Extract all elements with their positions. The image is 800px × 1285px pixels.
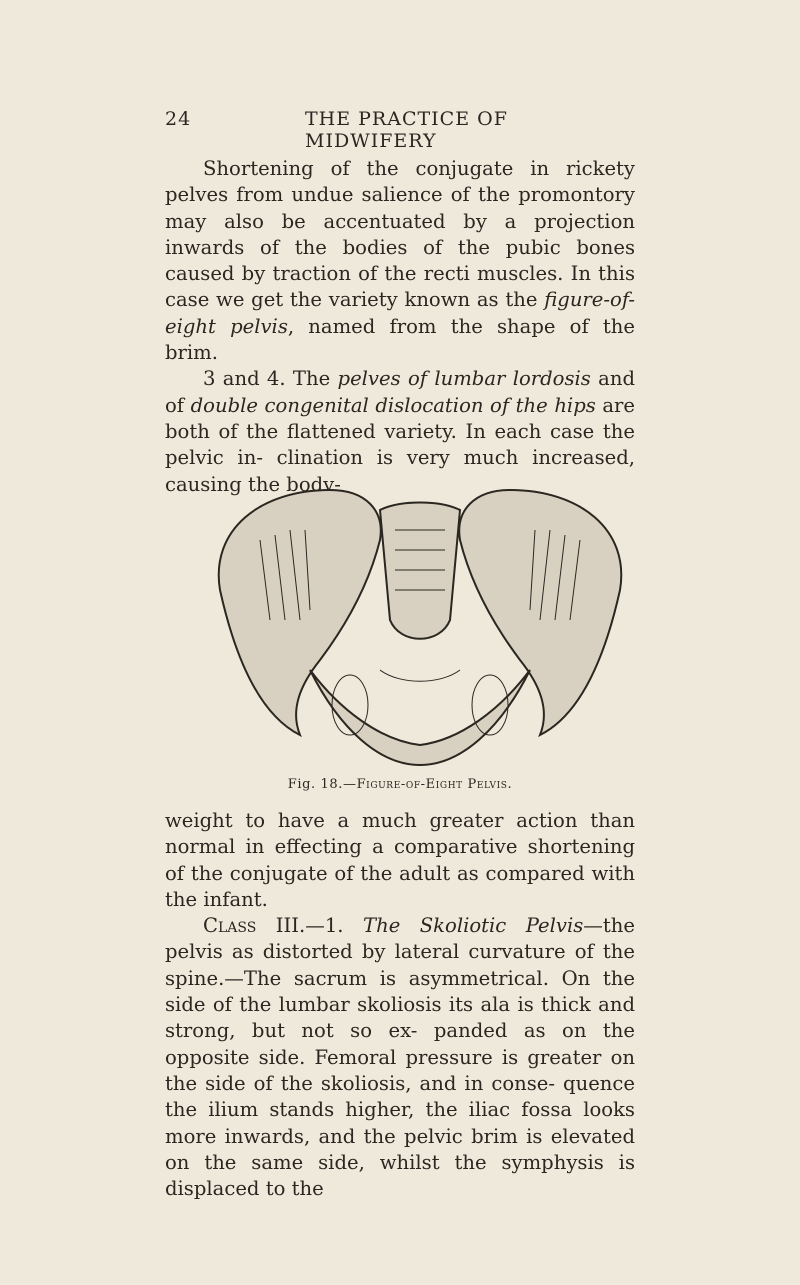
text-run: —1. [305, 914, 363, 938]
text-run: Shortening of the conjugate in rickety pelves from undue salience of the promontory may also be accentuated by a projection inwards of the bodies of the pubic bones caused by traction of the recti muscles. In this case we get the variety known as the [165, 157, 635, 312]
italic-term: pelves of lumbar lordosis [337, 367, 591, 391]
figure-caption [165, 777, 635, 792]
running-title: THE PRACTICE OF MIDWIFERY [305, 108, 508, 152]
text-run: and of [165, 367, 635, 417]
italic-term: figure-of-eight pelvis [165, 288, 635, 338]
text-run: 3 and 4. The [203, 367, 338, 391]
caption-prefix: Fig. 18.— [287, 777, 357, 792]
body-text-bottom [165, 808, 635, 1202]
paragraph [165, 156, 635, 366]
pelvis-illustration-icon [200, 470, 640, 770]
page-number: 24 [165, 108, 192, 130]
italic-term: double congenital dislocation of the hips [190, 393, 596, 417]
text-run: are both of the flattened variety. In each case the pelvic in- clination is very much increased, causing the body- [165, 393, 636, 496]
class-label: Class III. [203, 914, 306, 938]
italic-term: The Skoliotic Pelvis [363, 914, 584, 938]
pelvis-drawing [200, 470, 640, 770]
text-run: —the pelvis as distorted by lateral curvature of the spine.—The sacrum is asymmetrical. On the side of the lumbar skoliosis its ala is thick and strong, but not so ex- panded as on the opposite side. Femoral pressure is greater on the side of the skoliosis, and in conse- quence the ilium stands higher, the iliac fossa looks more inwards, and the pelvic brim is elevated on the same side, whilst the symphysis is displaced to the [165, 914, 635, 1201]
paragraph: weight to have a much greater action than normal in effecting a comparative shortening of the conjugate of the adult as compared with the infant. [165, 809, 635, 911]
body-text-top [165, 156, 635, 498]
caption-title: Figure-of-Eight Pelvis. [356, 777, 513, 792]
paragraph [165, 913, 635, 1202]
text-run: , named from the shape of the brim. [165, 314, 635, 365]
